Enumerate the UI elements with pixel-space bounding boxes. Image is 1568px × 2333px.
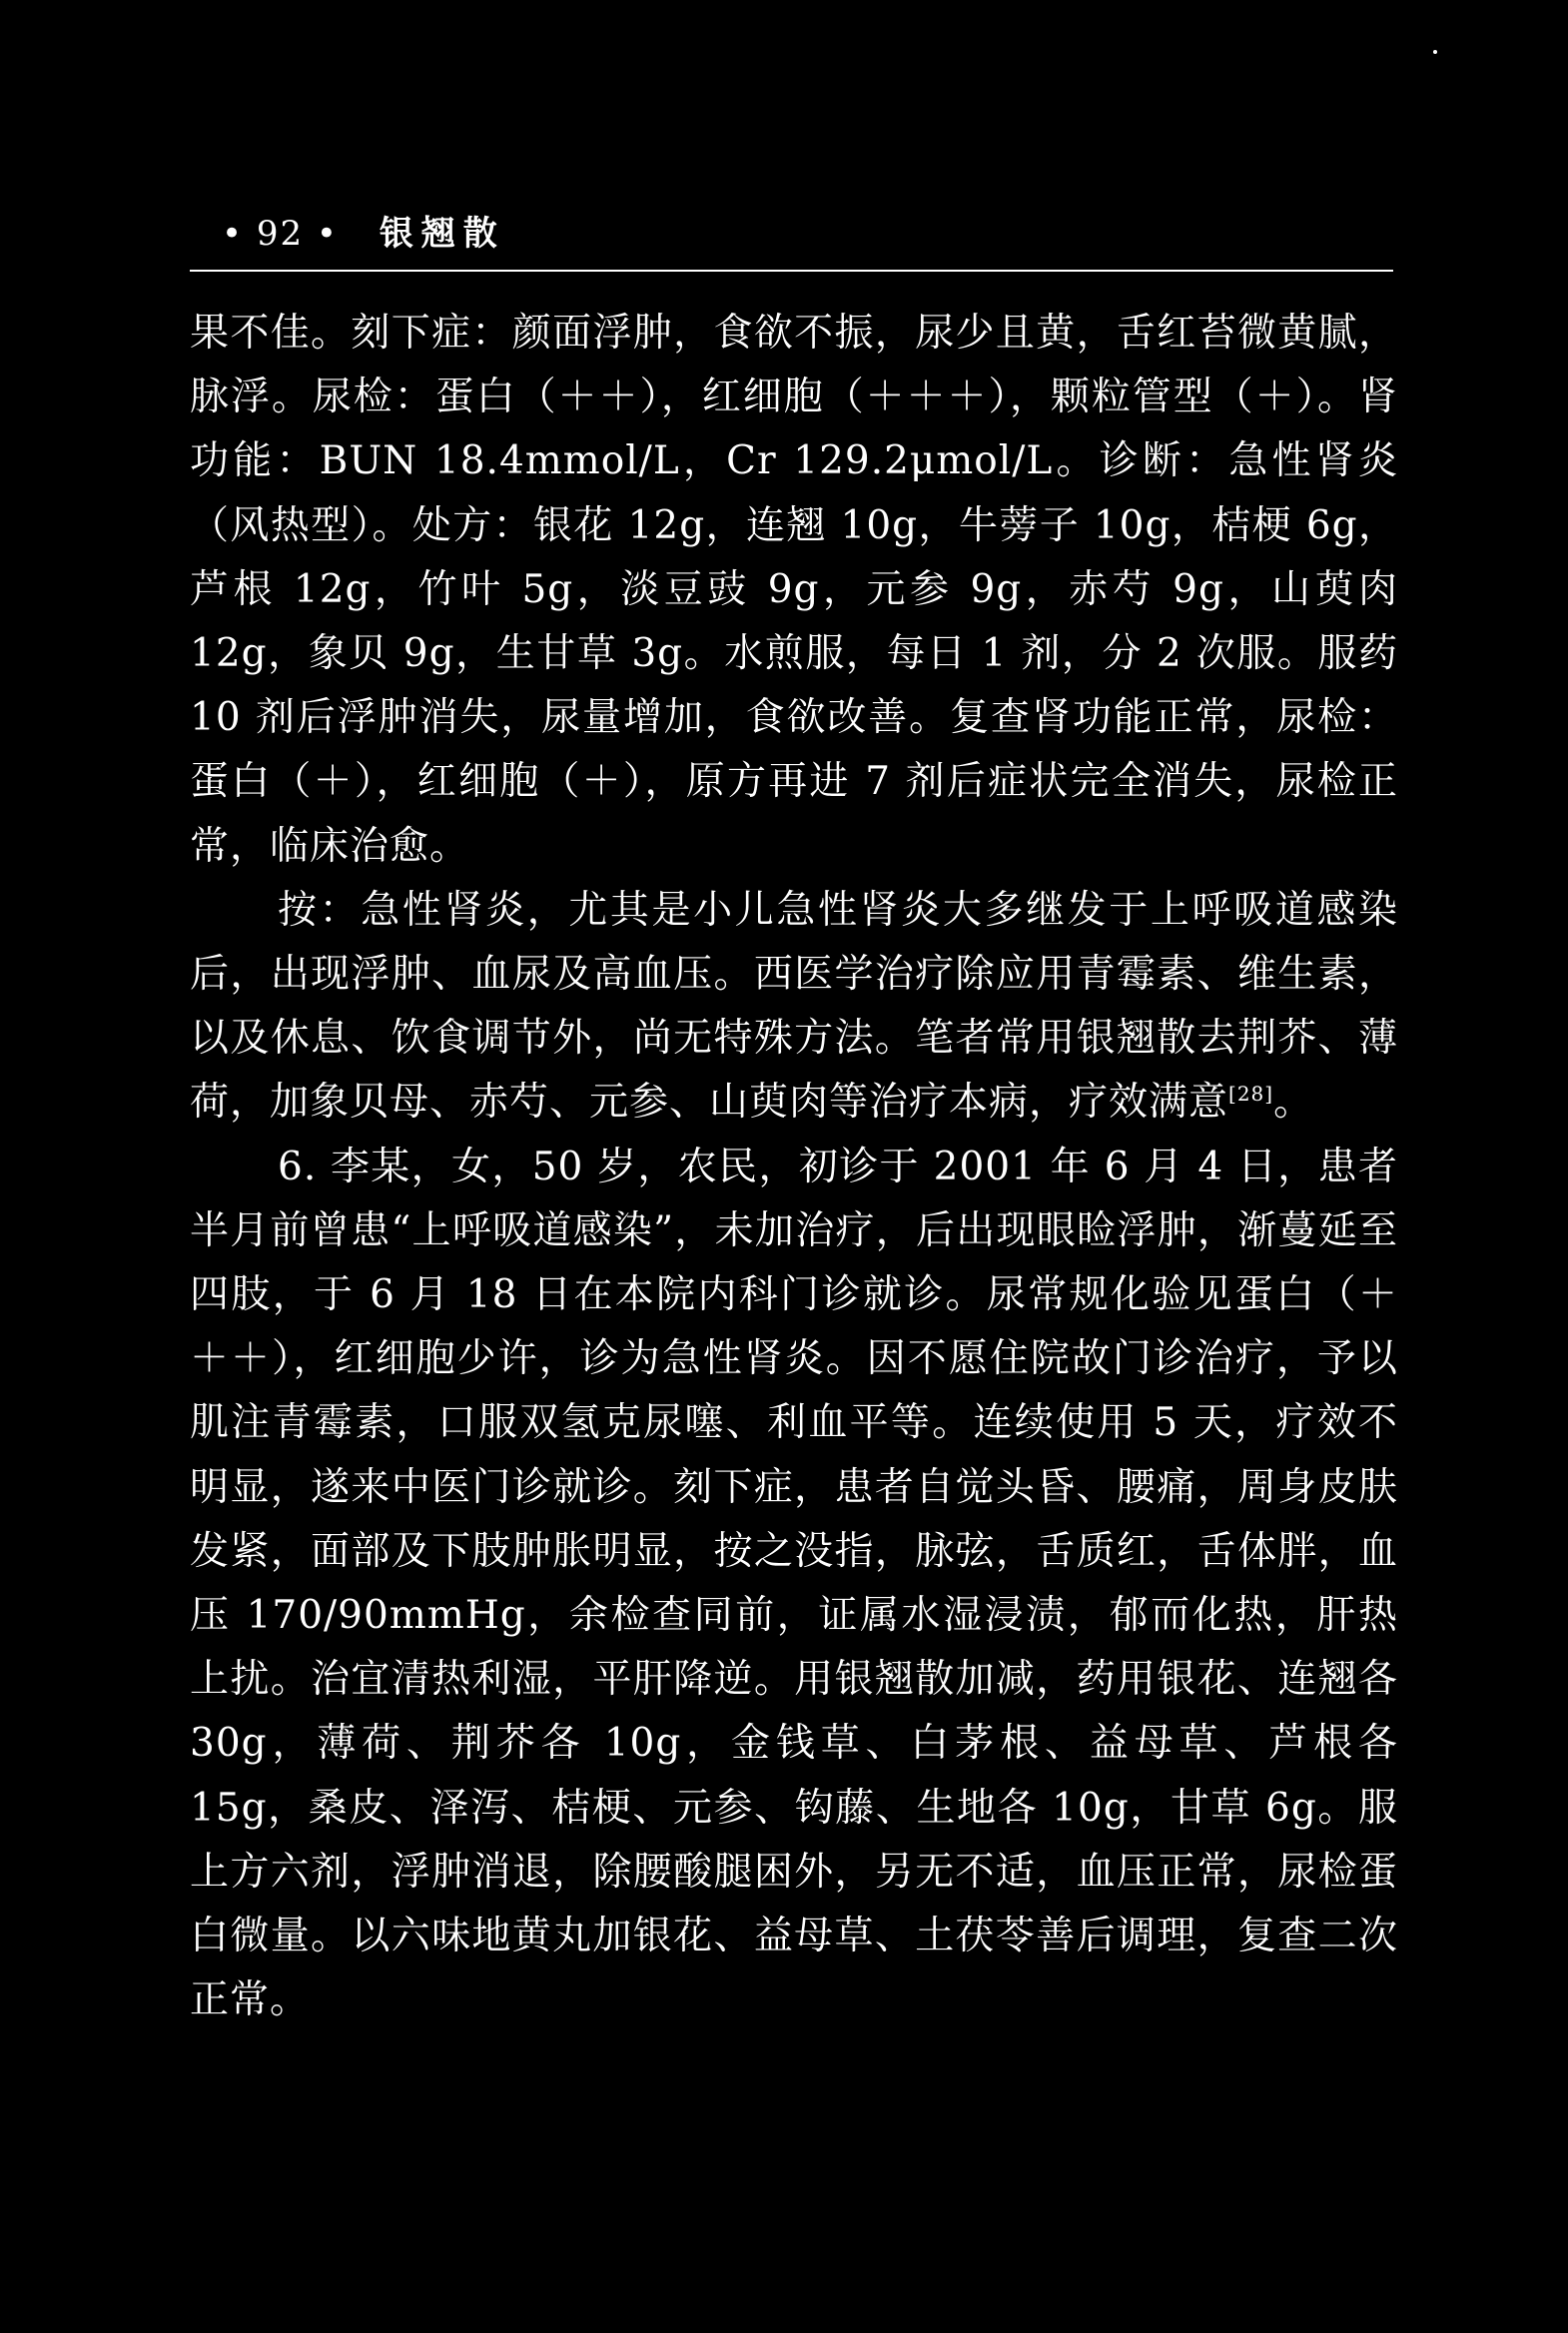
commentary-tail: 。 — [1273, 1080, 1314, 1126]
scan-speck — [1433, 50, 1437, 54]
running-head — [222, 206, 505, 255]
commentary-paragraph — [190, 879, 1398, 1136]
page-body — [190, 302, 1398, 2032]
book-title: 银翘散 — [379, 214, 505, 254]
page-header — [190, 200, 1393, 272]
case-paragraph-continued: 果不佳。刻下症：颜面浮肿，食欲不振，尿少且黄，舌红苔微黄腻，脉浮。尿检：蛋白（＋＋），红细胞（＋＋＋），颗粒管型（＋）。肾功能：BUN 18.4mmol/L，Cr 129.2μmol/L。诊断：急性肾炎（风热型）。处方：银花 12g，连翘 10g，牛蒡子 10g，桔梗 6g，芦根 12g，竹叶 5g，淡豆豉 9g，元参 9g，赤芍 9g，山萸肉 12g，象贝 9g，生甘草 3g。水煎服，每日 1 剂，分 2 次服。服药 10 剂后浮肿消失，尿量增加，食欲改善。复查肾功能正常，尿检：蛋白（＋），红细胞（＋），原方再进 7 剂后症状完全消失，尿检正常，临床治愈。 — [190, 311, 1398, 869]
case-paragraph-6: 6. 李某，女，50 岁，农民，初诊于 2001 年 6 月 4 日，患者半月前曾患“上呼吸道感染”，未加治疗，后出现眼睑浮肿，渐蔓延至四肢，于 6 月 18 日在本院内科门诊就诊。尿常规化验见蛋白（＋＋＋），红细胞少许，诊为急性肾炎。因不愿住院故门诊治疗，予以肌注青霉素，口服双氢克尿噻、利血平等。连续使用 5 天，疗效不明显，遂来中医门诊就诊。刻下症，患者自觉头昏、腰痛，周身皮肤发紧，面部及下肢肿胀明显，按之没指，脉弦，舌质红，舌体胖，血压 170/90mmHg，余检查同前，证属水湿浸渍，郁而化热，肝热上扰。治宜清热利湿，平肝降逆。用银翘散加减，药用银花、连翘各 30g，薄荷、荆芥各 10g，金钱草、白茅根、益母草、芦根各 15g，桑皮、泽泻、桔梗、元参、钩藤、生地各 10g，甘草 6g。服上方六剂，浮肿消退，除腰酸腿困外，另无不适，血压正常，尿检蛋白微量。以六味地黄丸加银花、益母草、土茯苓善后调理，复查二次正常。 — [190, 1144, 1398, 2023]
citation-reference: [28] — [1228, 1082, 1274, 1107]
commentary-text: 按：急性肾炎，尤其是小儿急性肾炎大多继发于上呼吸道感染后，出现浮肿、血尿及高血压。西医学治疗除应用青霉素、维生素，以及休息、饮食调节外，尚无特殊方法。笔者常用银翘散去荆芥、薄荷，加象贝母、赤芍、元参、山萸肉等治疗本病，疗效满意 — [190, 887, 1398, 1126]
page-number: • 92 • — [222, 214, 339, 254]
